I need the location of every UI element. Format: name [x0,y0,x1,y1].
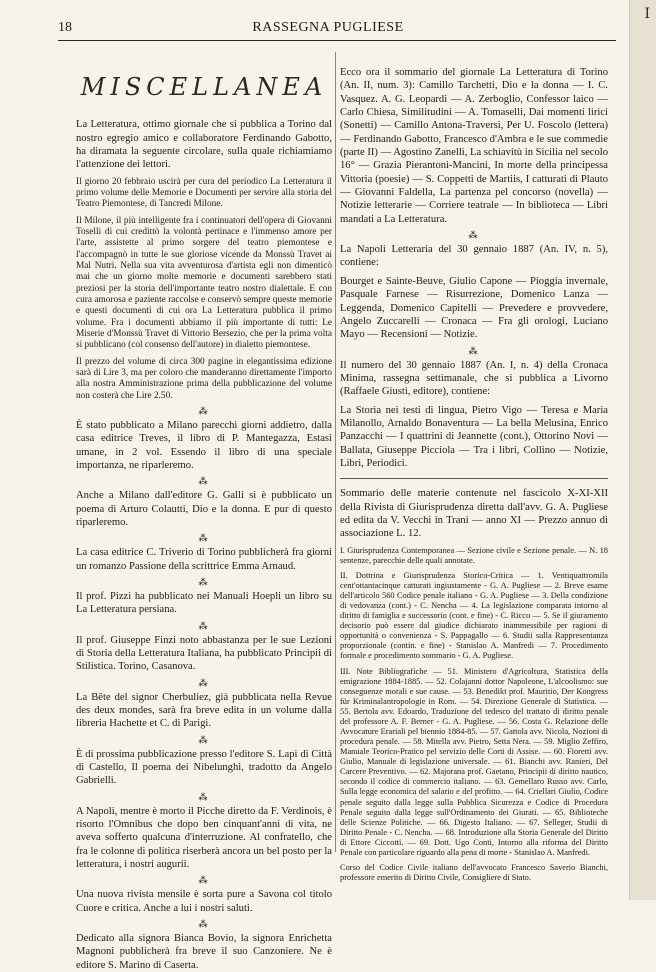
column-divider [335,52,336,852]
edge-mark: Ⅰ [644,7,650,22]
separator-stars: ⁂ [198,734,210,745]
section-rule [340,478,608,479]
paragraph: Anche a Milano dall'editore G. Galli si è pubblicato un poema di Arturo Colautti, Dio e la donna. E pur di questo riparleremo. [76,490,332,528]
paragraph: Sommario delle materie contenute nel fascicolo X-XI-XII della Rivista di Giurisprudenza diretta dall'avv. G. A. Pugliese ed edita da V. Vecchi in Trani — anno XI — Prezzo annuo di associazione L. 12. [340,488,608,540]
paragraph: Una nuova rivista mensile è sorta pure a Savona col titolo Cuore e critica. Anche a lui i nostri saluti. [76,889,332,914]
paragraph: II. Dottrina e Giurisprudenza Storico-Critica — 1. Ventiquattromila cent'ottantacinque catturati ingiustamente - G. A. Pugliese — 2. Breve esame dell'articolo 560 Codice penale italiano - G. A. Pugliese — 3. Della condizione di vedovanza (cont.) - C. Nencha — 4. La legislazione comparata intorno al diritto di famiglia e successorio (cont. e fine) - C. Ricco — 5. Se il giuramento decisorio può essere dal giudice dichiarato inammessibile per ragioni di opportunità o convenienza - S. Pappagallo — 6. Studii sulla Rappresentanza proporzionale (contin. e fine) - Stanislao A. Manfredi — 7. Procedimento formale e procedimento sommario - G. A. Pugliese. [340,570,608,661]
paragraph: È di prossima pubblicazione presso l'editore S. Lapi di Città di Castello, Il poema dei Nibelunghi, tradotto da Angelo Gabrielli. [76,748,332,787]
section-title: MISCELLANEA [80,73,328,101]
paragraph: La Storia nei testi di lingua, Pietro Vigo — Teresa e Maria Milanollo, Arnaldo Bonaventura — La bella Melusina, Enrico Panzacchi — I quattrini di Jeannette (cont.), Ottorino Novi — Ballata, Giuseppe Picciola — Tra i libri, Collino — Notizie, Libri, Periodici. [340,404,608,469]
paragraph: Dedicato alla signora Bianca Bovio, la signora Enrichetta Magnoni pubblicherà fra breve il suo Canzoniere. Ne è editore S. Marino di Caserta. [76,933,332,971]
paragraph: Il giorno 20 febbraio uscirà per cura del periodico La Letteratura il primo volume delle Memorie e Documenti per servire alla storia del Teatro Piemontese, di Tancredi Milone. [76,176,332,210]
separator-stars: ⁂ [198,620,210,631]
separator-stars: ⁂ [198,919,210,930]
separator-stars: ⁂ [468,345,480,356]
paragraph: Il numero del 30 gennaio 1887 (An. I, n. 4) della Cronaca Minima, rassegna settimanale, che si pubblica a Livorno (Raffaele Giusti, editore), contiene: [340,359,608,398]
paragraph: La Napoli Letteraria del 30 gennaio 1887 (An. IV, n. 5), contiene: [340,244,608,269]
right-column [340,66,609,883]
paragraph: È stato pubblicato a Milano parecchi giorni addietro, dalla casa editrice Treves, il libro di P. Mantegazza, Estasi umane, in 2 vol. Essendo il libro di una speciale importanza, ne riparleremo. [76,419,332,471]
paragraph: Il prezzo del volume di circa 300 pagine in elegantissima edizione sarà di Lire 3, ma per coloro che manderanno direttamente l'importo alla nostra Amministrazione prima della pubblicazione del volume non costerà che Lire 2.50. [76,356,332,401]
separator-stars: ⁂ [198,875,210,886]
paragraph: I. Giurisprudenza Contemporanea — Sezione civile e Sezione penale. — N. 18 sentenze, parecchie delle quali annotate. [340,545,608,565]
separator-stars: ⁂ [198,405,210,416]
running-title: RASSEGNA PUGLIESE [252,20,404,35]
paragraph: Ecco ora il sommario del giornale La Letteratura di Torino (An. II, num. 3): Camillo Tarchetti, Dio e la donna — I. C. Vasquez. A. G. Leopardi — A. Zerboglio, Confessor laico — Carlo Chiesa, Similitudini — A. Tomaselli, Dai momenti lirici (Sonetti) — Camillo Antona-Traversi, Per U. Foscolo (lettera) — Ferdinando Gabotto, Francesco d'Ambra e le sue commedie (parte II) — Agostino Zanelli, La schiavitù in Sicilia nel secolo 16° — Grazia Pierantoni-Mancini, In morte della principessa Vittoria (poesie) — S. Coppetti de Martiis, I catturati di Plauto — Giovanni Faldella, La partenza pel concorso (novella) — Notizie letterarie — Corriere teatrale — In biblioteca — Libri mandati a La Letteratura. [340,67,609,225]
separator-stars: ⁂ [198,677,210,688]
separator-stars: ⁂ [198,476,210,487]
page-edge [629,0,656,900]
paragraph: La casa editrice C. Triverio di Torino pubblicherà fra giorni un romanzo Passione della scrittrice Emma Arnaud. [76,547,332,572]
left-column [76,66,332,971]
paragraph: Bourget e Sainte-Beuve, Giulio Capone — Pioggia invernale, Pasquale Farnese — Risurrezione, Domenico Lanza — Leggenda, Domenico Capitelli — Prevedere e provvedere, Angelo Zuccarelli — Cronaca — Fra gli orologi, Luciano Mayo — Recensioni — Notizie. [340,275,608,341]
page-number: 18 [58,20,72,35]
separator-stars: ⁂ [198,576,210,587]
separator-stars: ⁂ [198,533,210,544]
header-rule [58,40,616,41]
paragraph: Il Milone, il più intelligente fra i continuatori dell'opera di Giovanni Toselli di cui credittò la volontà pertinace e l'immenso amore per l'arte, assistette al primo sorgere del teatro piemontese e l'accompagnò in tutte le sue gloriose vicende da Monssù Travet ai Mal Nutri. Nella sua vita avventurosa d'artista egli non dimenticò mai che un giorno molte memorie e documenti sarebbero stati preziosi per la storia dell'importante teatro nostro dialettale. E con cura amorosa e paziente raccolse e conservò sempre queste memorie e questi documenti di cui ora La Letteratura pubblica il primo volume. Fra i documenti abbiamo il più importante di tutti: Le Miserie d'Monssù Travet di Vittorio Bersezio, che per la prima volta si pubblicano (col consenso dell'autore) in dialetto piemontese. [76,215,332,351]
paragraph: A Napoli, mentre è morto il Picche diretto da F. Verdinois, è risorto l'Omnibus che dopo ben cinquant'anni di vita, ne aveva sofferto qualcuna d'interruzione. Al confratello, che fra le colonne di politica riserberà ancora un bel posto per la letteratura, i nostri augurii. [76,805,332,871]
paragraph: Il prof. Pizzi ha pubblicato nei Manuali Hoepli un libro su La Letteratura persiana. [76,590,332,616]
paragraph: La Letteratura, ottimo giornale che si pubblica a Torino dal nostro egregio amico e collaboratore Ferdinando Gabotto, ha diramata la seguente circolare, sulla quale richiamiamo l'attenzione dei lettori. [76,119,332,171]
paragraph: Corso del Codice Civile italiano dell'avvocato Francesco Saverio Bianchi, professore emerito di Diritto Civile, Consigliere di Stato. [340,863,608,883]
paragraph: III. Note Bibliografiche — 51. Ministero d'Agricoltura, Statistica della emigrazione 1884-1885. — 52. Colajanni dottor Napoleone, L'alcoolismo: sue conseguenze morali e sue cause. — 53. Benedikt prof. Mauritio, Der Kongress für Kriminalantropologie in Rom. — 54. Direzione Generale di Statistica. — 55. Bertola avv. Edoardo, Traduzione del tedesco del trattato di diritto penale del professore A. F. Berner - G. A. Pugliese. — 56. Costa G. Relazione delle Avvocature Erariali pel biennio 1884-85. — 57. Gattola avv. Nicola, Nozioni di procedura penale. — 58. Mitella avv. Pietro, Setta Nera. — 59. Miglio Zeffiro, Manuale Teorico-Pratico pel servizio delle Corti di Assise. — 60. Fioretti avv. Giulio, Manuale di legislazione universale. — 61. Bianchi avv. Ranieri, Del Carcere Preventivo. — 62. Majorana prof. Gaetano, Principii di diritto nautico, secondo il codice di commercio italiano. — 63. Gemellaro Russo avv. Carlo, Sulla legge economica del salario e del profitto. — 64. Criellari Giulio, Codice penale seguito dalla legge sulla Pubblica Sicurezza e Codice di Procedura Penale seguito dalla legge sull'Ordinamento dei Giurati. — 65. Biblioteche delle Scienze Politiche. — 66. Digesto Italiano. — 67. Selleger, Studii di Diritto Penale - C. Nencha. — 68. Introduzione alla Storia Generale del Diritto di Ettore Ciccotti. — 69. Dott. Ugo Conti, Intorno alla riforma del Diritto Penale con particolare riguardo alla pena di morte - Stanislao A. Manfredi. [340,666,608,857]
separator-stars: ⁂ [198,791,210,802]
paragraph: Il prof. Giuseppe Finzi noto abbastanza per le sue Lezioni di Storia della Letteratura Italiana, ha pubblicato Principii di Stilistica. Torino, Casanova. [76,634,332,673]
paragraph: La Bête del signor Cherbuliez, già pubblicata nella Revue des deux mondes, sarà fra breve edita in un volume dalla libreria Hachette et C. di Parigi. [76,691,332,730]
separator-stars: ⁂ [468,230,480,241]
